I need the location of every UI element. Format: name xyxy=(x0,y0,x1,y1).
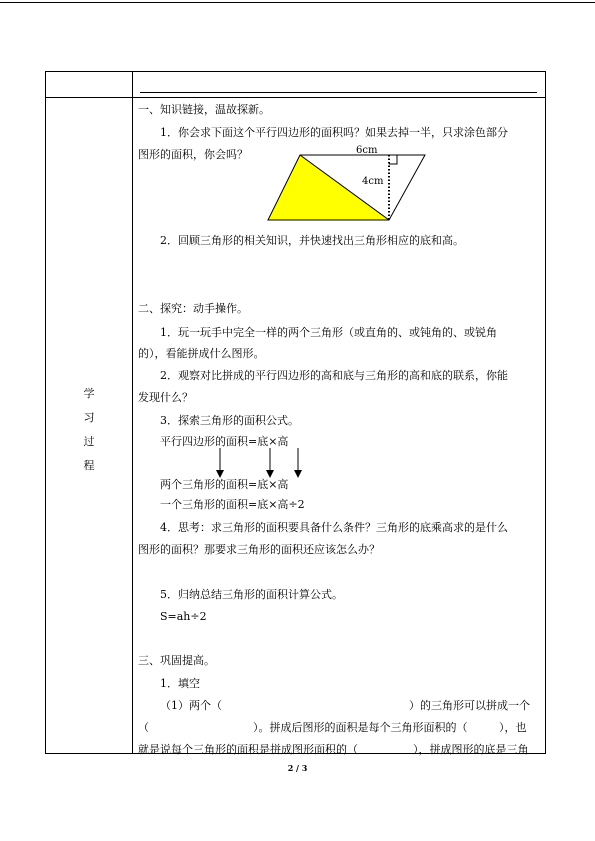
header-blank-rule xyxy=(140,92,537,93)
header-row-divider xyxy=(46,97,545,98)
page-top-rule xyxy=(0,2,595,3)
side-char: 过 xyxy=(83,435,95,448)
side-char: 习 xyxy=(83,411,95,424)
section2-q4-line2: 图形的面积？那要求三角形的面积还应该怎么办？ xyxy=(138,543,380,556)
section1-q2: 2．回顾三角形的相关知识，并快速找出三角形相应的底和高。 xyxy=(160,234,464,247)
fill-blank-c-start: 就是说每个三角形的面积是拼成图形面积的（ xyxy=(138,743,358,756)
fill-blank-b-start: （ xyxy=(138,721,149,734)
side-char: 程 xyxy=(83,459,95,472)
figure-height-label: 4cm xyxy=(362,176,384,187)
formula-parallelogram: 平行四边形的面积=底×高 xyxy=(160,435,289,448)
section2-q1-line2: 的），看能拼成什么图形。 xyxy=(138,347,265,360)
formula-arrows xyxy=(210,447,310,479)
page-number: 2 / 3 xyxy=(287,763,308,773)
side-label-learning-process xyxy=(46,382,132,478)
formula-one-triangle: 一个三角形的面积=底×高÷2 xyxy=(160,498,305,511)
fill-blank-a-start: （1）两个（ xyxy=(160,699,222,712)
section1-q1-line2: 图形的面积，你会吗？ xyxy=(138,148,248,161)
section2-q4-line1: 4．思考：求三角形的面积要具备什么条件？三角形的底乘高求的是什么 xyxy=(160,521,508,534)
section1-heading: 一、知识链接，温故探新。 xyxy=(138,103,270,116)
fill-blank-b-end: ），也 xyxy=(499,721,527,734)
parallelogram-figure xyxy=(260,149,440,225)
fill-blank-a-end: ）的三角形可以拼成一个 xyxy=(409,699,530,712)
section2-heading: 二、探究：动手操作。 xyxy=(138,302,248,315)
fill-blank-c-end: ），拼成图形的底是三角 xyxy=(413,743,529,756)
section2-q3: 3．探索三角形的面积公式。 xyxy=(160,414,299,427)
section3-item1: 1．填空 xyxy=(160,677,200,690)
column-divider xyxy=(132,72,133,753)
arrow-down-icon xyxy=(216,470,224,478)
side-char: 学 xyxy=(83,387,95,400)
formula-final: S=ah÷2 xyxy=(160,610,207,623)
formula-two-triangles: 两个三角形的面积=底×高 xyxy=(160,478,289,491)
right-angle-mark xyxy=(389,155,397,164)
section1-q1-line1: 1．你会求下面这个平行四边形的面积吗？如果去掉一半，只求涂色部分 xyxy=(160,126,508,139)
fill-blank-b-middle: ）。拼成后图形的面积是每个三角形面积的（ xyxy=(253,721,468,734)
arrow-down-icon xyxy=(266,470,274,478)
section2-q5: 5．归纳总结三角形的面积计算公式。 xyxy=(160,588,343,601)
arrow-down-icon xyxy=(294,470,302,478)
section2-q2-line1: 2．观察对比拼成的平行四边形的高和底与三角形的高和底的联系，你能 xyxy=(160,369,508,382)
section2-q1-line1: 1．玩一玩手中完全一样的两个三角形（或直角的、或钝角的、或锐角 xyxy=(160,326,497,339)
section2-q2-line2: 发现什么？ xyxy=(138,391,193,404)
figure-top-label: 6cm xyxy=(356,145,378,156)
section3-heading: 三、巩固提高。 xyxy=(138,654,215,667)
